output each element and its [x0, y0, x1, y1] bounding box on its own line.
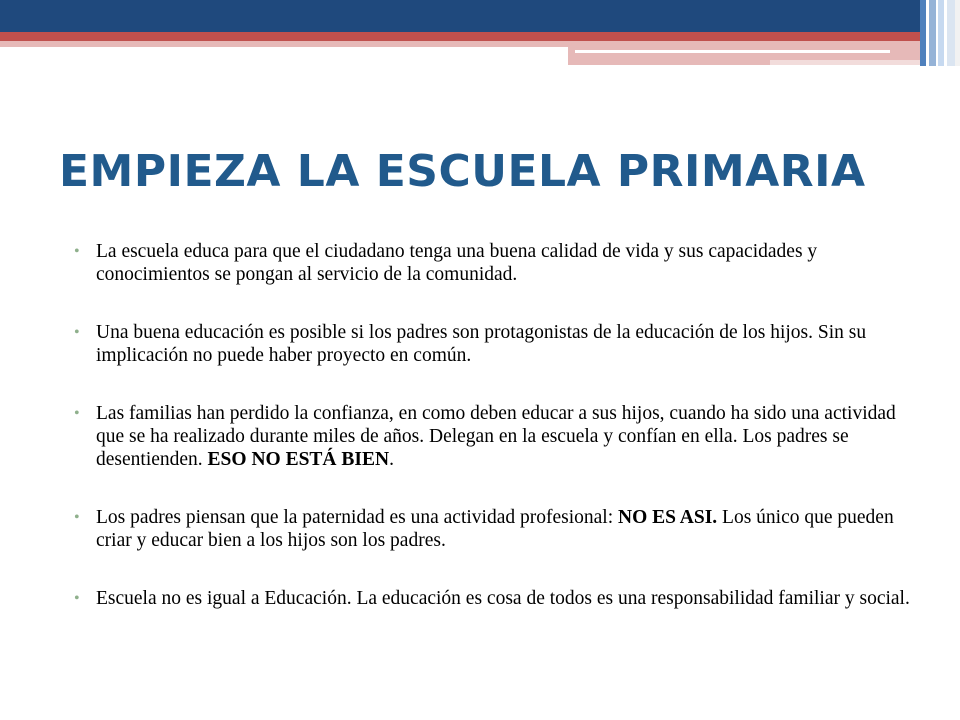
- bullet-emphasis: NO ES ASI.: [618, 507, 718, 528]
- bullet-marker-icon: •: [74, 243, 80, 260]
- header-band-red: [0, 32, 960, 41]
- header-corner-stripes: [920, 0, 960, 66]
- bullet-text: Escuela no es igual a Educación. La educación es cosa de todos es una responsabilidad familiar y social.: [96, 588, 910, 609]
- bullet-item: [74, 506, 920, 552]
- bullet-marker-icon: •: [74, 324, 80, 341]
- header-band-pink-left: [0, 41, 568, 47]
- bullet-text: Las familias han perdido la confianza, en como deben educar a sus hijos, cuando ha sido una actividad que se ha realizado durante miles de años. Delegan en la escuela y confían en ella. Los padres se desentienden.: [96, 403, 896, 470]
- header-band-blue: [0, 0, 960, 32]
- slide-title: EMPIEZA LA ESCUELA PRIMARIA: [59, 146, 866, 197]
- bullet-marker-icon: •: [74, 590, 80, 607]
- bullet-item: [74, 587, 920, 610]
- bullet-text: Una buena educación es posible si los padres son protagonistas de la educación de los hijos. Sin su implicación no puede haber proyecto en común.: [96, 322, 867, 366]
- bullet-emphasis: ESO NO ESTÁ BIEN: [207, 449, 390, 470]
- bullet-marker-icon: •: [74, 405, 80, 422]
- bullet-list: [74, 240, 920, 645]
- bullet-tail: Los único que pueden criar y educar bien a los hijos son los padres.: [96, 507, 894, 551]
- bullet-text: La escuela educa para que el ciudadano tenga una buena calidad de vida y sus capacidades y conocimientos se pongan al servicio de la comunidad.: [96, 241, 818, 285]
- bullet-marker-icon: •: [74, 509, 80, 526]
- bullet-item: [74, 240, 920, 286]
- bullet-text: Los padres piensan que la paternidad es una actividad profesional:: [96, 507, 618, 528]
- bullet-item: [74, 402, 920, 471]
- bullet-item: [74, 321, 920, 367]
- bullet-tail: .: [389, 449, 394, 470]
- header-accent-line: [575, 50, 890, 53]
